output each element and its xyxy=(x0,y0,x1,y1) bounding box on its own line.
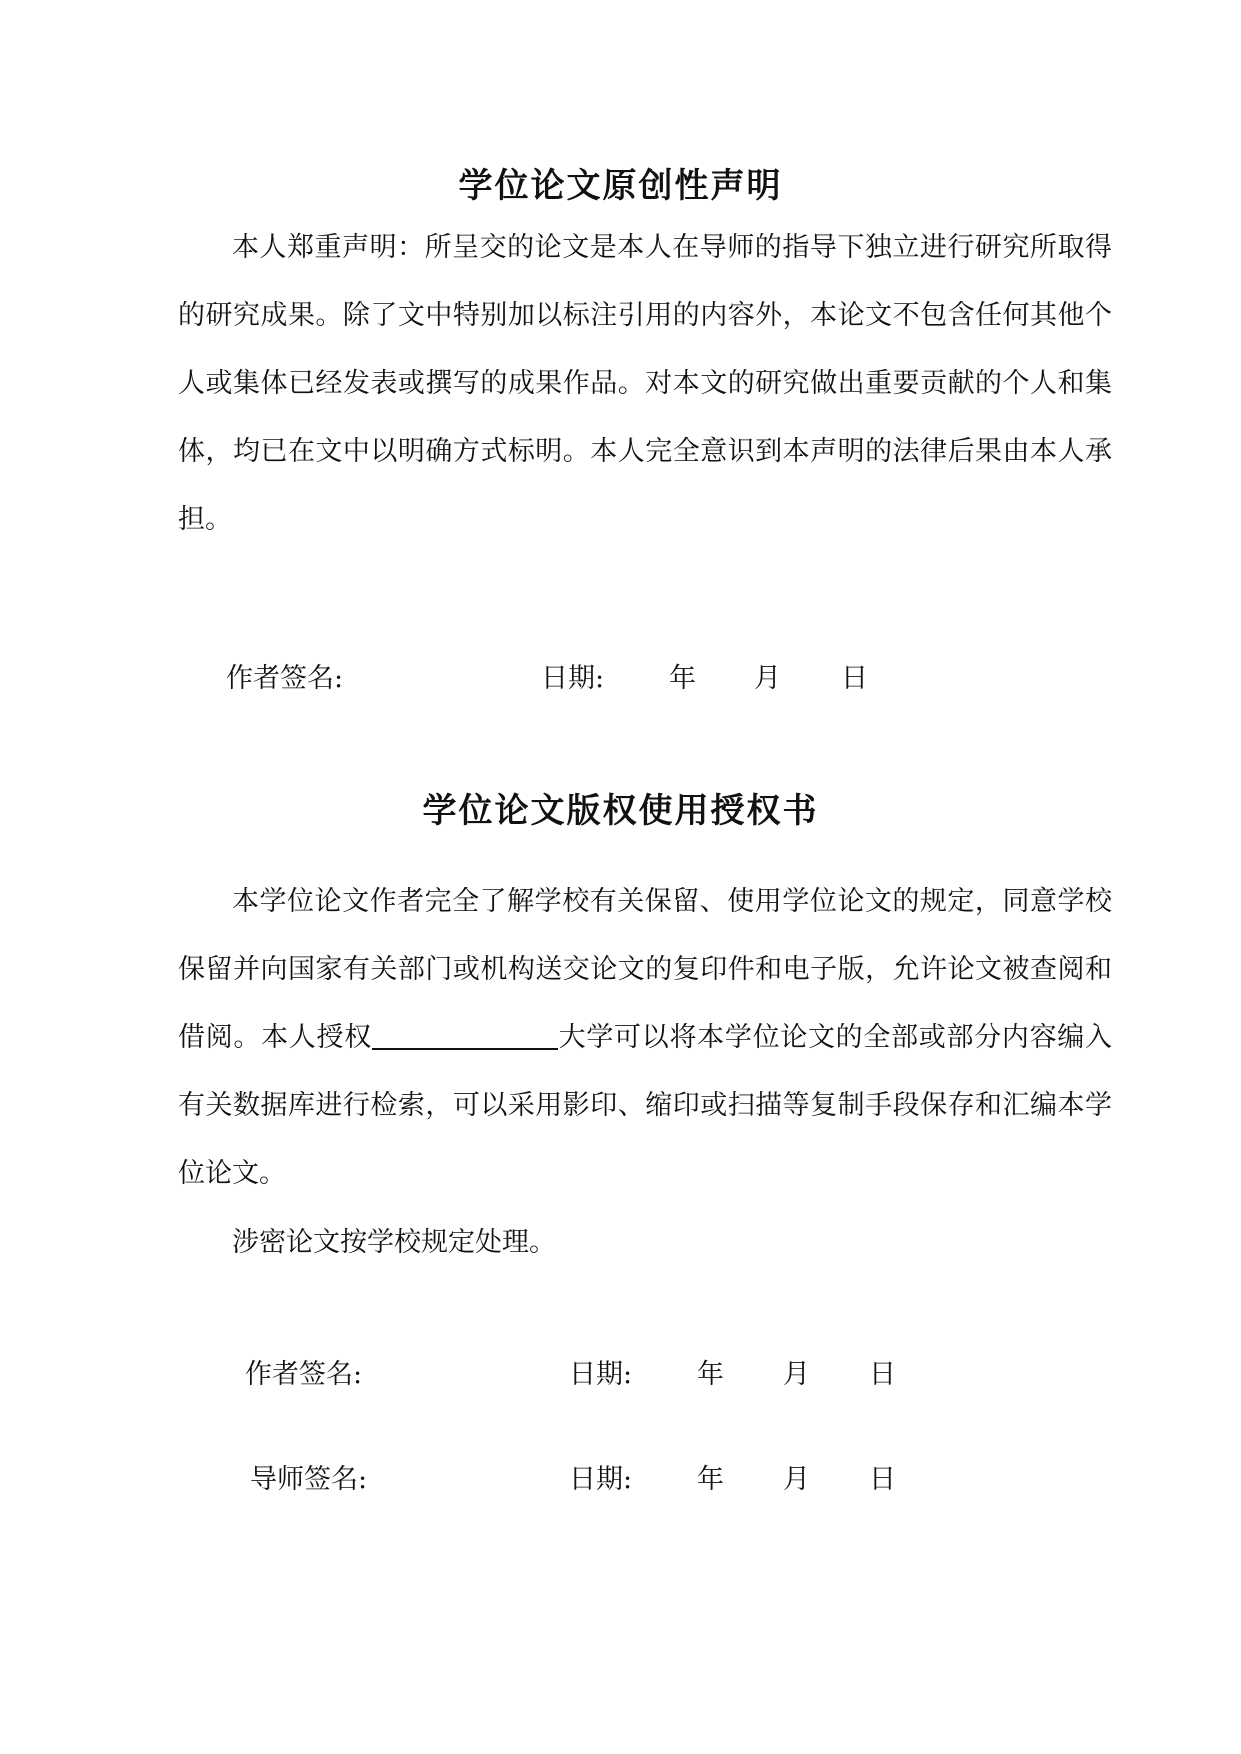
advisor-signature-row xyxy=(250,1460,950,1500)
declaration-paragraph: 本人郑重声明：所呈交的论文是本人在导师的指导下独立进行研究所取得的研究成果。除了文中特别加以标注引用的内容外，本论文不包含任何其他个人或集体已经发表或撰写的成果作品。对本文的研究做出重要贡献的个人和集体，均已在文中以明确方式标明。本人完全意识到本声明的法律后果由本人承担。 xyxy=(178,232,1112,535)
month-label: 月 xyxy=(783,1359,810,1390)
authorization-text-part1: 本学位论文作者完全了解学校有关保留、使用学位论文的规定，同意学校保留并向国家有关部门或机构送交论文的复印件和电子版，允许论文被查阅和借阅。本人授权 xyxy=(178,886,1112,1053)
month-label: 月 xyxy=(754,663,781,694)
date-label: 日期: xyxy=(569,1464,633,1495)
date-label: 日期: xyxy=(541,663,605,694)
authorization-title: 学位论文版权使用授权书 xyxy=(422,791,819,831)
day-label: 日 xyxy=(869,1464,896,1495)
university-name-blank xyxy=(372,1018,558,1050)
declaration-signature-row xyxy=(226,659,926,699)
year-label: 年 xyxy=(669,663,696,694)
authorization-paragraph xyxy=(178,868,1112,1208)
month-label: 月 xyxy=(783,1464,810,1495)
day-label: 日 xyxy=(841,663,868,694)
confidential-note: 涉密论文按学校规定处理。 xyxy=(232,1227,556,1258)
author-signature-label: 作者签名: xyxy=(245,1359,363,1390)
day-label: 日 xyxy=(869,1359,896,1390)
declaration-title: 学位论文原创性声明 xyxy=(458,166,783,206)
date-label: 日期: xyxy=(569,1359,633,1390)
authorization-text-part2: 大学可以将本学位论文的全部或部分内容编入有关数据库进行检索，可以采用影印、缩印或扫描等复制手段保存和汇编本学位论文。 xyxy=(178,1022,1113,1189)
year-label: 年 xyxy=(697,1464,724,1495)
year-label: 年 xyxy=(697,1359,724,1390)
authorization-author-signature-row xyxy=(245,1355,945,1395)
author-signature-label: 作者签名: xyxy=(226,663,344,694)
advisor-signature-label: 导师签名: xyxy=(250,1464,368,1495)
